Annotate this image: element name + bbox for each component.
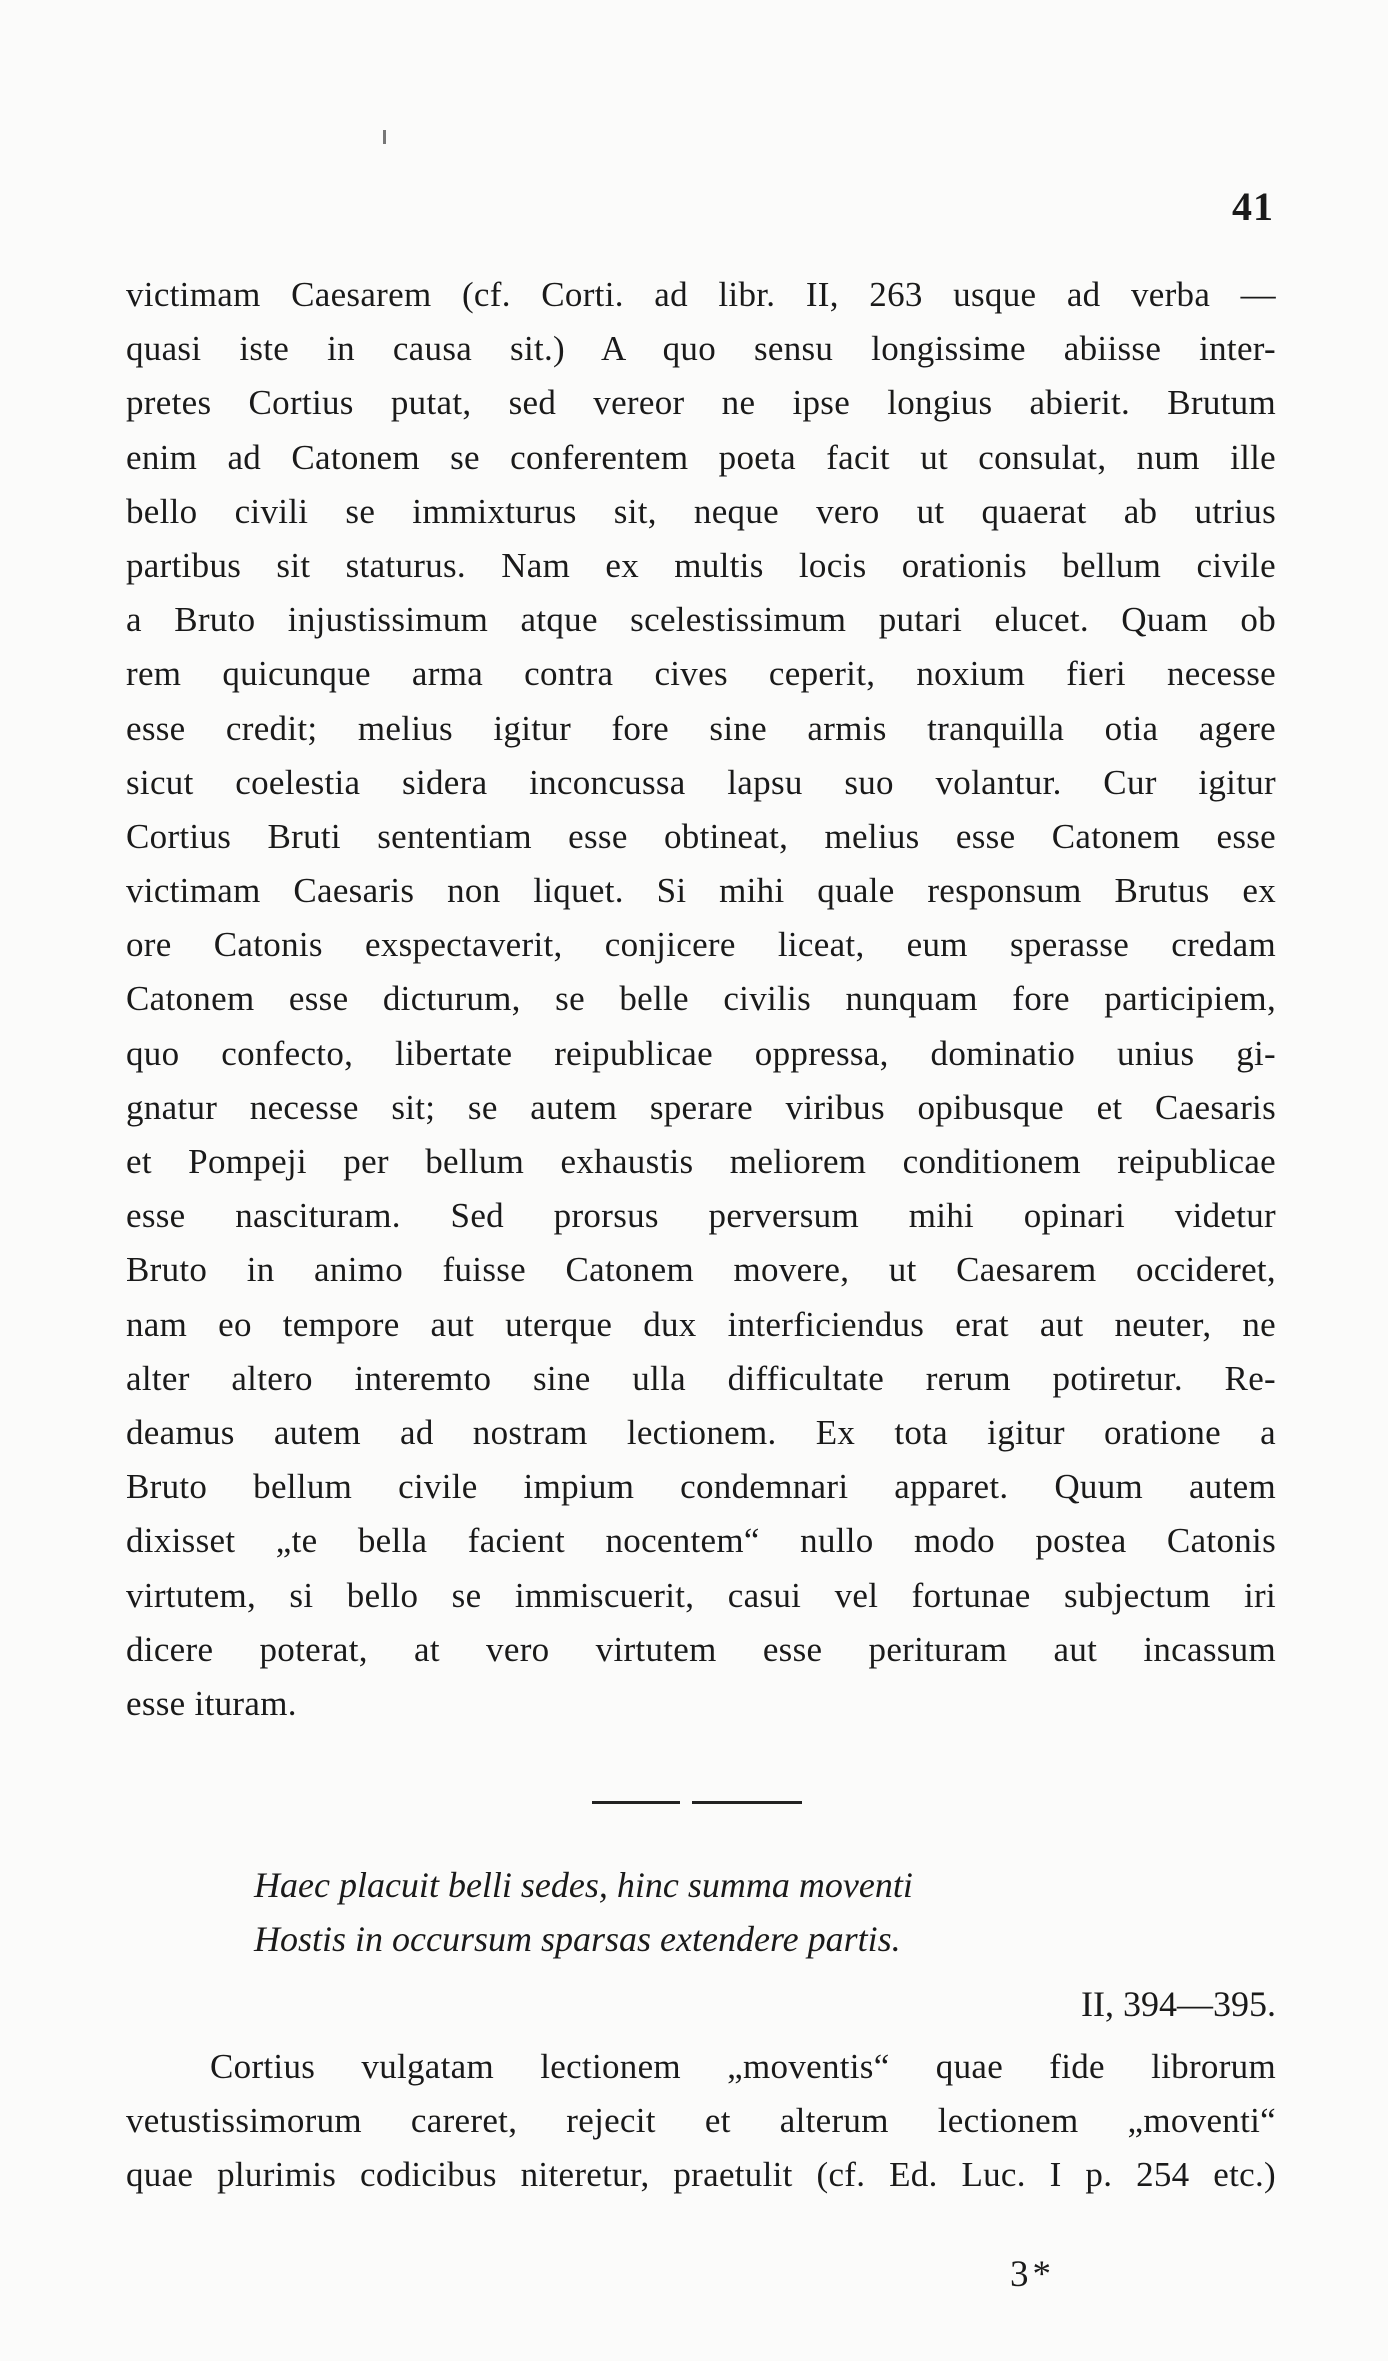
divider-rule (592, 1801, 680, 1804)
text-line: alter altero interemto sine ulla difficultate rerum potiretur. Re- (126, 1358, 1276, 1398)
text-line: pretes Cortius putat, sed vereor ne ipse longius abierit. Brutum (126, 383, 1276, 423)
text-line: esse ituram. (126, 1683, 297, 1723)
divider-rule (692, 1801, 802, 1804)
text-line: a Bruto injustissimum atque scelestissimum putari elucet. Quam ob (126, 600, 1276, 640)
text-line: nam eo tempore aut uterque dux interficiendus erat aut neuter, ne (126, 1304, 1276, 1344)
text-line: sicut coelestia sidera inconcussa lapsu suo volantur. Cur igitur (126, 762, 1276, 802)
stray-ink-mark (383, 130, 386, 144)
text-line: vetustissimorum careret, rejecit et alterum lectionem „moventi“ (126, 2101, 1276, 2141)
text-line: enim ad Catonem se conferentem poeta facit ut consulat, num ille (126, 437, 1276, 477)
text-line: Cortius vulgatam lectionem „moventis“ quae fide librorum (210, 2047, 1276, 2086)
text-line: dicere poterat, at vero virtutem esse perituram aut incassum (126, 1629, 1276, 1669)
text-line: Cortius Bruti sententiam esse obtineat, melius esse Catonem esse (126, 816, 1276, 856)
section-divider (592, 1801, 802, 1804)
paragraph-second (126, 2040, 1276, 2203)
text-line: victimam Caesaris non liquet. Si mihi quale responsum Brutus ex (126, 871, 1276, 911)
text-line: esse credit; melius igitur fore sine armis tranquilla otia agere (126, 708, 1276, 748)
text-line: ore Catonis exspectaverit, conjicere liceat, eum sperasse credam (126, 925, 1276, 965)
text-line: dixisset „te bella facient nocentem“ nullo modo postea Catonis (126, 1521, 1276, 1561)
text-line: victimam Caesarem (cf. Corti. ad libr. II, 263 usque ad verba — (126, 275, 1276, 314)
verse-line: Hostis in occursum sparsas extendere partis. (254, 1919, 901, 1959)
text-line: bello civili se immixturus sit, neque vero ut quaerat ab utrius (126, 491, 1276, 531)
paragraph-main (126, 268, 1276, 1731)
text-line: quae plurimis codicibus niteretur, praetulit (cf. Ed. Luc. I p. 254 etc.) (126, 2155, 1276, 2195)
verse-line: Haec placuit belli sedes, hinc summa moventi (254, 1865, 913, 1905)
text-line: Catonem esse dicturum, se belle civilis nunquam fore participiem, (126, 979, 1276, 1019)
text-line: esse nascituram. Sed prorsus perversum mihi opinari videtur (126, 1196, 1276, 1236)
verse-reference: II, 394—395. (1081, 1984, 1276, 2024)
text-line: quasi iste in causa sit.) A quo sensu longissime abiisse inter- (126, 329, 1276, 369)
text-line: partibus sit staturus. Nam ex multis locis orationis bellum civile (126, 545, 1276, 585)
text-line: Bruto bellum civile impium condemnari apparet. Quum autem (126, 1467, 1276, 1507)
text-line: quo confecto, libertate reipublicae oppressa, dominatio unius gi- (126, 1033, 1276, 1073)
text-line: rem quicunque arma contra cives ceperit, noxium fieri necesse (126, 654, 1276, 694)
text-line: et Pompeji per bellum exhaustis meliorem conditionem reipublicae (126, 1142, 1276, 1181)
verse-quotation (254, 1858, 913, 1966)
text-line: Bruto in animo fuisse Catonem movere, ut Caesarem occideret, (126, 1250, 1276, 1290)
text-line: deamus autem ad nostram lectionem. Ex tota igitur oratione a (126, 1412, 1276, 1452)
page-number: 41 (1232, 184, 1274, 229)
signature-mark: 3* (1010, 2254, 1055, 2295)
text-line: gnatur necesse sit; se autem sperare viribus opibusque et Caesaris (126, 1087, 1276, 1127)
text-line: virtutem, si bello se immiscuerit, casui vel fortunae subjectum iri (126, 1575, 1276, 1615)
